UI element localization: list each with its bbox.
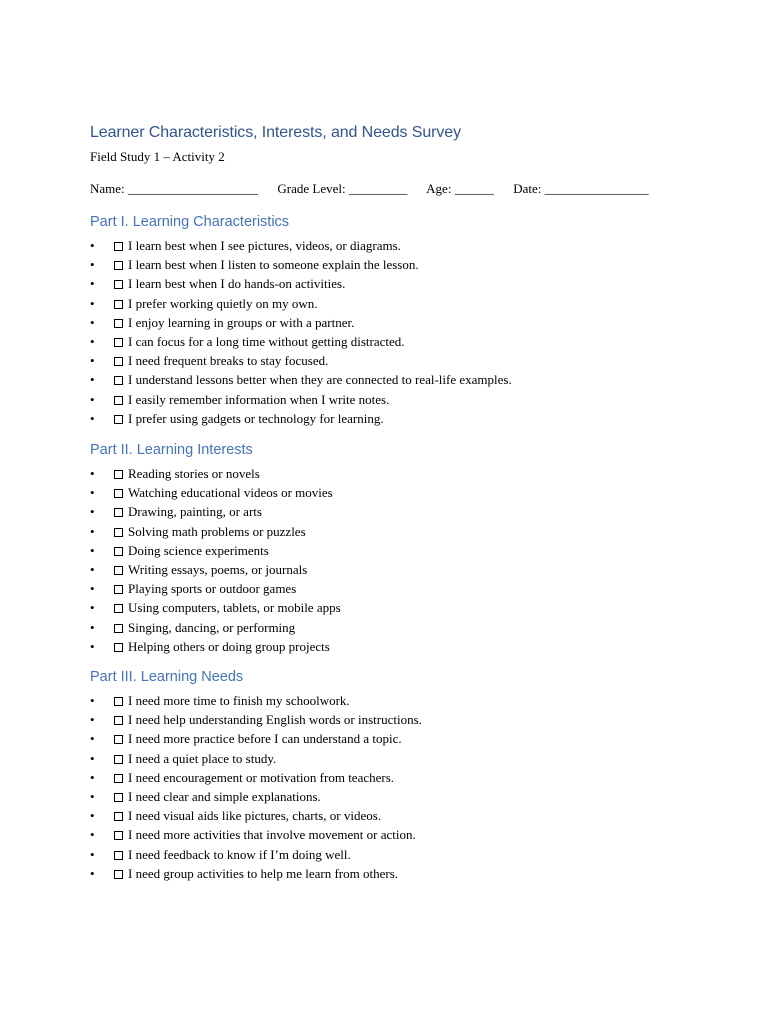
item-text: I need feedback to know if I’m doing well. bbox=[128, 846, 351, 862]
bullet-icon: • bbox=[90, 865, 95, 881]
checkbox-icon[interactable] bbox=[114, 697, 123, 706]
age-field[interactable]: Age: ______ bbox=[426, 181, 494, 196]
date-field[interactable]: Date: ________________ bbox=[513, 181, 649, 196]
item-text: Playing sports or outdoor games bbox=[128, 581, 297, 597]
checkbox-icon[interactable] bbox=[114, 489, 123, 498]
item-text: Writing essays, poems, or journals bbox=[128, 561, 308, 577]
bullet-icon: • bbox=[90, 504, 95, 520]
list-item bbox=[90, 483, 341, 502]
bullet-icon: • bbox=[90, 846, 95, 862]
bullet-icon: • bbox=[90, 276, 95, 292]
checkbox-icon[interactable] bbox=[114, 566, 123, 575]
list-item bbox=[90, 313, 512, 332]
bullet-icon: • bbox=[90, 410, 95, 426]
bullet-icon: • bbox=[90, 333, 95, 349]
item-text: I need visual aids like pictures, charts, or videos. bbox=[128, 808, 382, 824]
checkbox-icon[interactable] bbox=[114, 793, 123, 802]
bullet-icon: • bbox=[90, 485, 95, 501]
list-item bbox=[90, 409, 512, 428]
item-text: Reading stories or novels bbox=[128, 466, 260, 481]
list-item bbox=[90, 370, 512, 389]
list-item bbox=[90, 637, 341, 656]
info-line bbox=[90, 181, 649, 197]
bullet-icon: • bbox=[90, 731, 95, 747]
list-item bbox=[90, 351, 512, 370]
list-item bbox=[90, 579, 341, 598]
list-item bbox=[90, 691, 422, 710]
list-item bbox=[90, 825, 422, 844]
bullet-icon: • bbox=[90, 561, 95, 577]
item-text: I learn best when I do hands-on activities. bbox=[128, 276, 346, 292]
list-item bbox=[90, 749, 422, 768]
item-text: I need more activities that involve movement or action. bbox=[128, 827, 416, 843]
bullet-icon: • bbox=[90, 372, 95, 388]
list-item bbox=[90, 390, 512, 409]
checkbox-icon[interactable] bbox=[114, 643, 123, 652]
checkbox-icon[interactable] bbox=[114, 812, 123, 821]
bullet-icon: • bbox=[90, 353, 95, 369]
bullet-icon: • bbox=[90, 827, 95, 843]
checkbox-icon[interactable] bbox=[114, 851, 123, 860]
list-item bbox=[90, 845, 422, 864]
item-text: I need clear and simple explanations. bbox=[128, 788, 321, 804]
item-text: I prefer working quietly on my own. bbox=[128, 295, 318, 311]
checkbox-icon[interactable] bbox=[114, 280, 123, 289]
bullet-icon: • bbox=[90, 788, 95, 804]
item-text: Solving math problems or puzzles bbox=[128, 523, 306, 539]
item-text: Singing, dancing, or performing bbox=[128, 619, 296, 635]
bullet-icon: • bbox=[90, 600, 95, 616]
checkbox-icon[interactable] bbox=[114, 508, 123, 517]
section-heading-part-3: Part III. Learning Needs bbox=[90, 669, 244, 685]
checkbox-icon[interactable] bbox=[114, 547, 123, 556]
item-text: I need group activities to help me learn from others. bbox=[128, 865, 399, 881]
list-item bbox=[90, 806, 422, 825]
checkbox-icon[interactable] bbox=[114, 415, 123, 424]
checkbox-icon[interactable] bbox=[114, 604, 123, 613]
checkbox-icon[interactable] bbox=[114, 585, 123, 594]
item-text: I need more practice before I can understand a topic. bbox=[128, 731, 402, 747]
checkbox-icon[interactable] bbox=[114, 261, 123, 270]
checkbox-icon[interactable] bbox=[114, 735, 123, 744]
list-item bbox=[90, 768, 422, 787]
list-item bbox=[90, 598, 341, 617]
bullet-icon: • bbox=[90, 693, 95, 708]
document-subtitle: Field Study 1 – Activity 2 bbox=[90, 149, 225, 164]
list-item bbox=[90, 729, 422, 748]
bullet-icon: • bbox=[90, 314, 95, 330]
list-item bbox=[90, 332, 512, 351]
checkbox-icon[interactable] bbox=[114, 357, 123, 366]
item-text: I need encouragement or motivation from teachers. bbox=[128, 769, 395, 785]
bullet-icon: • bbox=[90, 542, 95, 558]
bullet-icon: • bbox=[90, 712, 95, 728]
list-item bbox=[90, 560, 341, 579]
bullet-icon: • bbox=[90, 295, 95, 311]
list-item bbox=[90, 255, 512, 274]
needs-list bbox=[90, 691, 422, 883]
checkbox-icon[interactable] bbox=[114, 624, 123, 633]
item-text: I need a quiet place to study. bbox=[128, 750, 277, 766]
item-text: Drawing, painting, or arts bbox=[128, 504, 262, 520]
checkbox-icon[interactable] bbox=[114, 755, 123, 764]
item-text: I need help understanding English words or instructions. bbox=[128, 712, 422, 728]
list-item bbox=[90, 294, 512, 313]
list-item bbox=[90, 864, 422, 883]
checkbox-icon[interactable] bbox=[114, 528, 123, 537]
list-item bbox=[90, 236, 512, 255]
bullet-icon: • bbox=[90, 750, 95, 766]
bullet-icon: • bbox=[90, 581, 95, 597]
item-text: I easily remember information when I write notes. bbox=[128, 391, 390, 407]
item-text: Using computers, tablets, or mobile apps bbox=[128, 600, 341, 616]
section-heading-part-1: Part I. Learning Characteristics bbox=[90, 214, 290, 230]
checkbox-icon[interactable] bbox=[114, 319, 123, 328]
item-text: Watching educational videos or movies bbox=[128, 485, 333, 501]
checkbox-icon[interactable] bbox=[114, 300, 123, 309]
interests-list bbox=[90, 464, 341, 656]
section-heading-part-2: Part II. Learning Interests bbox=[90, 442, 253, 458]
bullet-icon: • bbox=[90, 769, 95, 785]
checkbox-icon[interactable] bbox=[114, 716, 123, 725]
item-text: I can focus for a long time without getting distracted. bbox=[128, 333, 405, 349]
bullet-icon: • bbox=[90, 466, 95, 481]
bullet-icon: • bbox=[90, 523, 95, 539]
checkbox-icon[interactable] bbox=[114, 338, 123, 347]
bullet-icon: • bbox=[90, 638, 95, 654]
checkbox-icon[interactable] bbox=[114, 242, 123, 251]
checkbox-icon[interactable] bbox=[114, 470, 123, 479]
list-item bbox=[90, 787, 422, 806]
checkbox-icon[interactable] bbox=[114, 376, 123, 385]
bullet-icon: • bbox=[90, 391, 95, 407]
item-text: I understand lessons better when they are connected to real-life examples. bbox=[128, 372, 512, 388]
item-text: I learn best when I see pictures, videos, or diagrams. bbox=[128, 238, 401, 253]
item-text: I enjoy learning in groups or with a partner. bbox=[128, 314, 355, 330]
list-item bbox=[90, 502, 341, 521]
list-item bbox=[90, 464, 341, 483]
item-text: Doing science experiments bbox=[128, 542, 269, 558]
item-text: I learn best when I listen to someone explain the lesson. bbox=[128, 257, 419, 273]
grade-level-field[interactable]: Grade Level: _________ bbox=[277, 181, 408, 196]
characteristics-list bbox=[90, 236, 512, 428]
item-text: I prefer using gadgets or technology for learning. bbox=[128, 410, 384, 426]
name-field[interactable]: Name: ____________________ bbox=[90, 181, 258, 196]
checkbox-icon[interactable] bbox=[114, 396, 123, 405]
list-item bbox=[90, 522, 341, 541]
bullet-icon: • bbox=[90, 257, 95, 273]
bullet-icon: • bbox=[90, 619, 95, 635]
checkbox-icon[interactable] bbox=[114, 831, 123, 840]
list-item bbox=[90, 710, 422, 729]
bullet-icon: • bbox=[90, 808, 95, 824]
item-text: I need more time to finish my schoolwork. bbox=[128, 693, 350, 708]
checkbox-icon[interactable] bbox=[114, 870, 123, 879]
item-text: I need frequent breaks to stay focused. bbox=[128, 353, 329, 369]
document-title: Learner Characteristics, Interests, and Needs Survey bbox=[90, 124, 461, 141]
item-text: Helping others or doing group projects bbox=[128, 638, 330, 654]
list-item bbox=[90, 274, 512, 293]
list-item bbox=[90, 618, 341, 637]
list-item bbox=[90, 541, 341, 560]
bullet-icon: • bbox=[90, 238, 95, 253]
checkbox-icon[interactable] bbox=[114, 774, 123, 783]
